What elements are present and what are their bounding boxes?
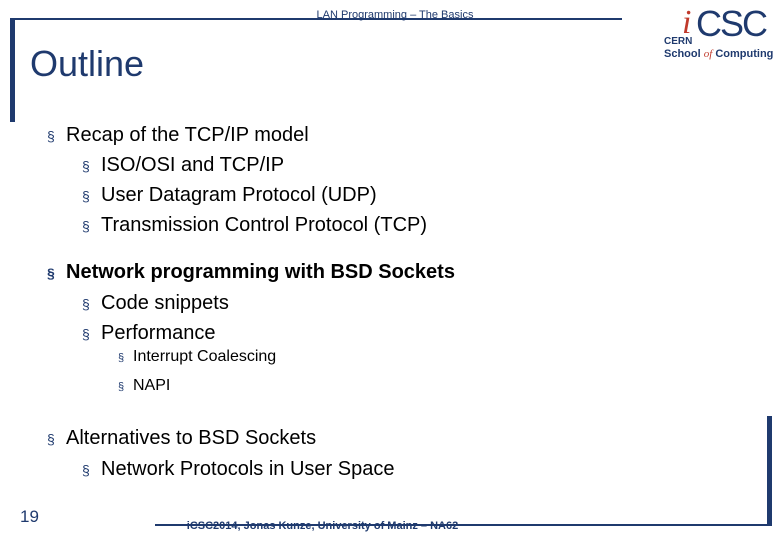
bullet-text: Network Protocols in User Space — [101, 458, 395, 480]
bullet-text: Network programming with BSD Sockets — [66, 261, 455, 283]
bullet-marker: § — [118, 352, 125, 364]
bullet-item — [47, 124, 309, 147]
logo-school-line — [664, 48, 773, 60]
header-text: LAN Programming – The Basics — [316, 9, 474, 21]
logo-school: School — [664, 48, 701, 60]
logo-csc: CSC — [696, 3, 767, 44]
bullet-marker: § — [47, 265, 55, 281]
bullet-marker: § — [82, 326, 90, 342]
slide-title: Outline — [30, 43, 145, 84]
bullet-item — [82, 184, 377, 207]
logo-of: of — [703, 48, 713, 60]
bullet-text: Recap of the TCP/IP model — [66, 124, 309, 146]
bullet-item — [47, 261, 455, 284]
bullet-text: Code snippets — [101, 292, 229, 314]
logo-cern: CERN — [664, 36, 693, 47]
bullet-marker: § — [82, 218, 90, 234]
bullet-text: Performance — [101, 322, 216, 344]
bullet-marker: § — [82, 158, 90, 174]
bullet-item — [82, 322, 216, 345]
bullet-text: ISO/OSI and TCP/IP — [101, 154, 285, 176]
bullet-marker: § — [82, 296, 90, 312]
bullet-text: User Datagram Protocol (UDP) — [101, 184, 377, 206]
bullet-marker: § — [82, 188, 90, 204]
right-bracket — [767, 416, 772, 526]
bullet-marker: § — [118, 381, 125, 393]
bullet-text: Transmission Control Protocol (TCP) — [101, 214, 428, 236]
bullet-text: Alternatives to BSD Sockets — [66, 427, 317, 449]
bullet-item — [118, 348, 276, 366]
bullet-item — [82, 292, 229, 315]
bullet-item — [47, 427, 316, 450]
bullet-marker: § — [47, 431, 55, 447]
logo-computing: Computing — [715, 48, 774, 60]
bullet-item — [82, 458, 394, 481]
left-bracket — [10, 18, 15, 122]
bullet-marker: § — [47, 128, 55, 144]
bullet-item — [82, 214, 427, 237]
bullet-item — [82, 154, 284, 177]
slide-number: 19 — [20, 507, 39, 526]
bullet-marker: § — [82, 462, 90, 478]
logo-i: i — [682, 4, 692, 41]
footer-text: iCSC2014, Jonas Kunze, University of Mainz – NA62 — [186, 520, 459, 532]
bullet-text: Interrupt Coalescing — [133, 348, 277, 365]
icsc-logo — [660, 3, 775, 64]
bullet-text: NAPI — [133, 377, 171, 394]
bullet-item — [118, 377, 170, 395]
